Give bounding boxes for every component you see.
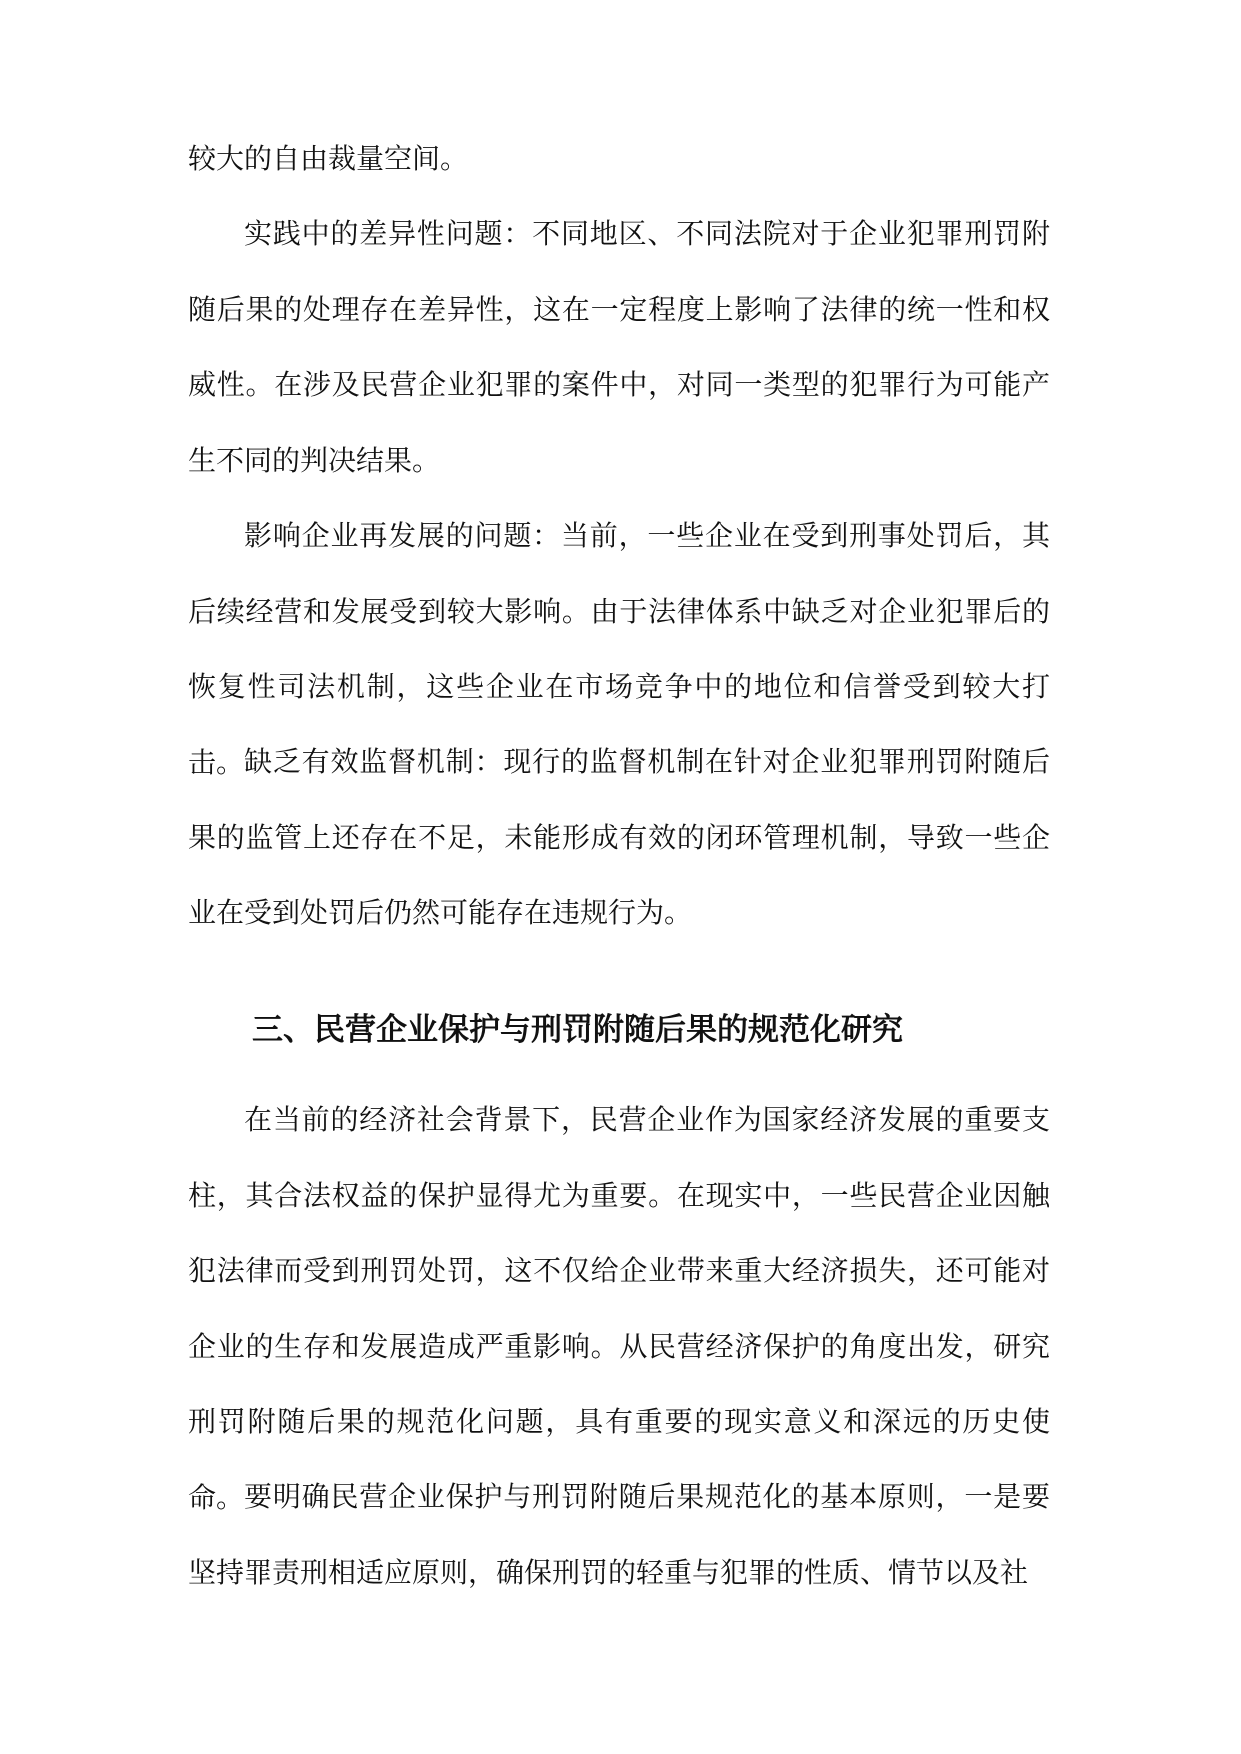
paragraph-difference-issue: 实践中的差异性问题：不同地区、不同法院对于企业犯罪刑罚附随后果的处理存在差异性，这在一定程度上影响了法律的统一性和权威性。在涉及民营企业犯罪的案件中，对同一类型的犯罪行为可能产生不同的判决结果。 [188,217,1050,477]
paragraph-supervision-issue: 缺乏有效监督机制：现行的监督机制在针对企业犯罪刑罚附随后果的监管上还存在不足，未能形成有效的闭环管理机制，导致一些企业在受到处罚后仍然可能存在违规行为。 [188,745,1050,929]
paragraph-background: 在当前的经济社会背景下，民营企业作为国家经济发展的重要支柱，其合法权益的保护显得尤为重要。在现实中，一些民营企业因触犯法律而受到刑罚处罚，这不仅给企业带来重大经济损失，还可能对企业的生存和发展造成严重影响。从民营经济保护的角度出发，研究刑罚附随后果的规范化问题，具有重要的现实意义和深远的历史使命。 [188,1103,1050,1514]
paragraph-development-issue: 影响企业再发展的问题：当前，一些企业在受到刑事处罚后，其后续经营和发展受到较大影响。由于法律体系中缺乏对企业犯罪后的恢复性司法机制，这些企业在市场竞争中的地位和信誉受到较大打击。 [188,519,1050,779]
paragraph-principles: 要明确民营企业保护与刑罚附随后果规范化的基本原则，一是要坚持罪责刑相适应原则，确保刑罚的轻重与犯罪的性质、情节以及社 [188,1480,1050,1589]
paragraph-continuation: 较大的自由裁量空间。 [188,142,469,175]
section-heading: 三、民营企业保护与刑罚附随后果的规范化研究 [252,1012,903,1048]
